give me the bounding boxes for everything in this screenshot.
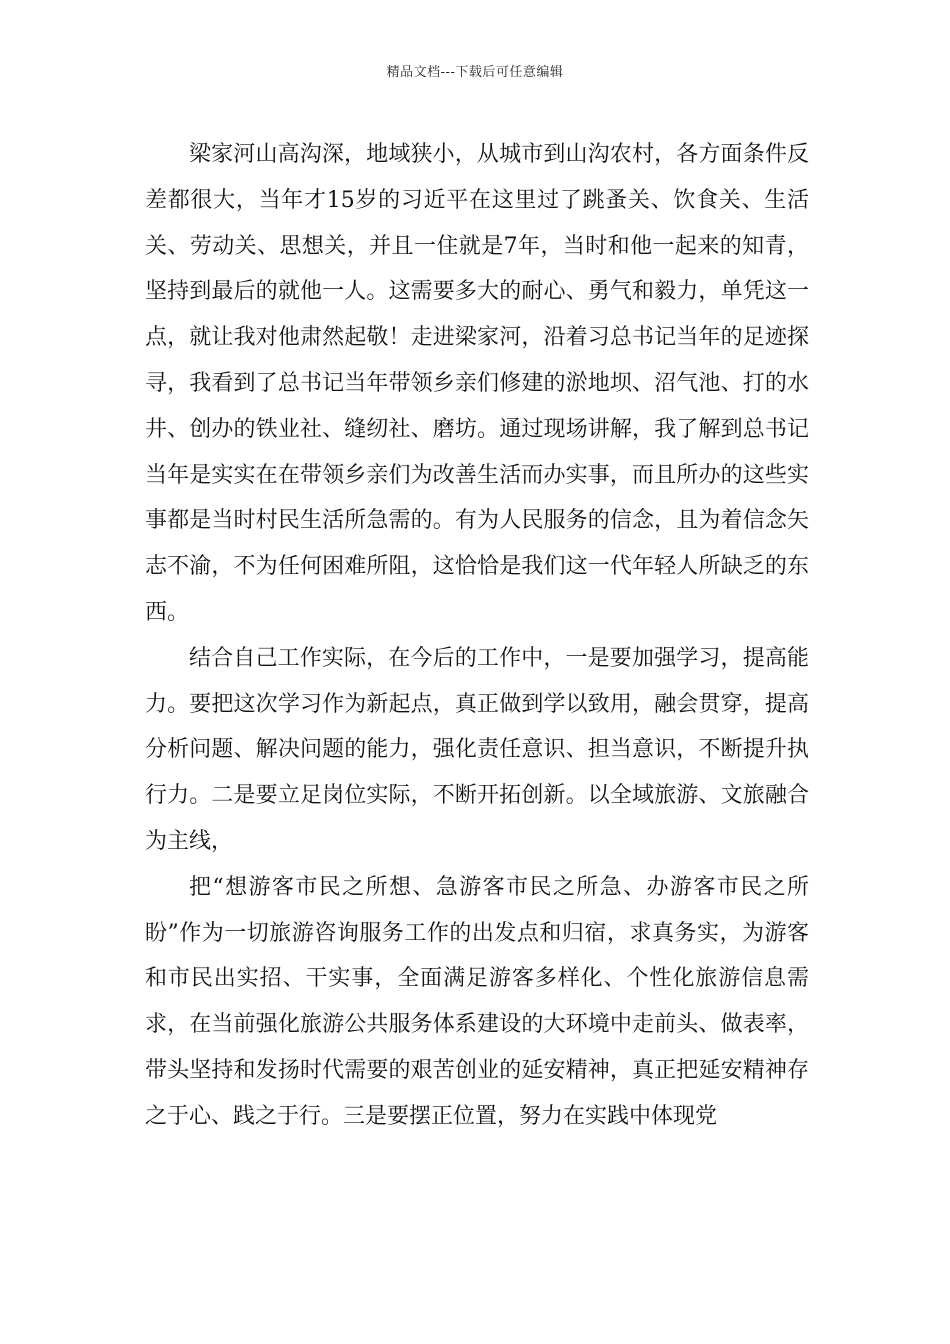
page-header: 精品文档---下载后可任意编辑 [386,65,564,80]
paragraph-2: 结合自己工作实际，在今后的工作中，一是要加强学习，提高能力。要把这次学习作为新起点，真正做到学以致用，融会贯穿，提高分析问题、解决问题的能力，强化责任意识、担当意识，不断提升执行力。二是要立足岗位实际，不断开拓创新。以全域旅游、文旅融合为主线， [145,645,809,854]
paragraph-3: 把“想游客市民之所想、急游客市民之所急、办游客市民之所盼”作为一切旅游咨询服务工作的出发点和归宿，求真务实，为游客和市民出实招、干实事，全面满足游客多样化、个性化旅游信息需求，在当前强化旅游公共服务体系建设的大环境中走前头、做表率，带头坚持和发扬时代需要的艰苦创业的延安精神，真正把延安精神存之于心、践之于行。三是要摆正位置，努力在实践中体现党 [145,874,809,1129]
paragraph-1: 梁家河山高沟深，地域狭小，从城市到山沟农村，各方面条件反差都很大，当年才15岁的习近平在这里过了跳蚤关、饮食关、生活关、劳动关、思想关，并且一住就是7年，当时和他一起来的知青，坚持到最后的就他一人。这需要多大的耐心、勇气和毅力，单凭这一点，就让我对他肃然起敬！走进梁家河，沿着习总书记当年的足迹探寻，我看到了总书记当年带领乡亲们修建的淤地坝、沼气池、打的水井、创办的铁业社、缝纫社、磨坊。通过现场讲解，我了解到总书记当年是实实在在带领乡亲们为改善生活而办实事，而且所办的这些实事都是当时村民生活所急需的。有为人民服务的信念，且为着信念矢志不渝，不为任何困难所阻，这恰恰是我们这一代年轻人所缺乏的东西。 [145,142,809,625]
document-body [145,132,809,1140]
